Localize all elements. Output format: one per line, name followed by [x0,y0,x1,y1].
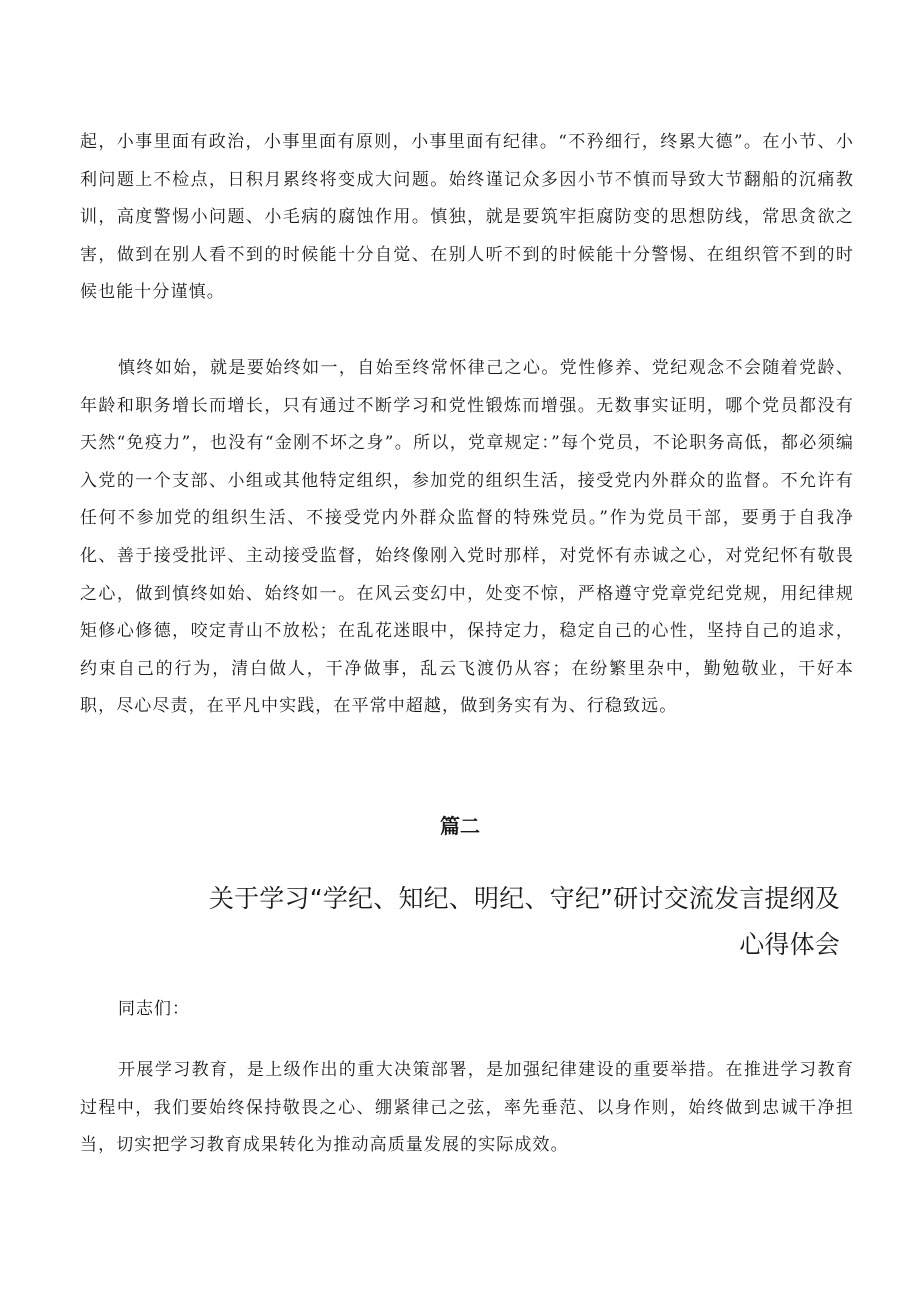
section-label: 篇二 [440,814,480,838]
document-title [120,876,840,968]
salutation: 同志们： [118,999,190,1019]
document-title-line-2: 心得体会 [739,930,840,959]
paragraph-continued: 起，小事里面有政治，小事里面有原则，小事里面有纪律。“不矜细行，终累大德”。在小节、小利问题上不检点，日积月累终将变成大问题。始终谨记众多因小节不慎而导致大节翻船的沉痛教训，高度警惕小问题、小毛病的腐蚀作用。慎独，就是要筑牢拒腐防变的思想防线，常思贪欲之害，做到在别人看不到的时候能十分自觉、在别人听不到的时候能十分警惕、在组织管不到的时候也能十分谨慎。 [80,132,854,303]
paragraph-study-education: 开展学习教育，是上级作出的重大决策部署，是加强纪律建设的重要举措。在推进学习教育过程中，我们要始终保持敬畏之心、绷紧律己之弦，率先垂范、以身作则，始终做到忠诚干净担当，切实把学习教育成果转化为推动高质量发展的实际成效。 [80,1060,854,1156]
paragraph-discipline-consistency: 慎终如始，就是要始终如一，自始至终常怀律己之心。党性修养、党纪观念不会随着党龄、年龄和职务增长而增长，只有通过不断学习和党性锻炼而增强。无数事实证明，哪个党员都没有天然“免疫力”，也没有“金刚不坏之身”。所以，党章规定：”每个党员，不论职务高低，都必须编入党的一个支部、小组或其他特定组织，参加党的组织生活，接受党内外群众的监督。不允许有任何不参加党的组织生活、不接受党内外群众监督的特殊党员。”作为党员干部，要勇于自我净化、善于接受批评、主动接受监督，始终像刚入党时那样，对党怀有赤诚之心，对党纪怀有敬畏之心，做到慎终如始、始终如一。在风云变幻中，处变不惊，严格遵守党章党纪党规，用纪律规矩修心修德，咬定青山不放松；在乱花迷眼中，保持定力，稳定自己的心性，坚持自己的追求，约束自己的行为，清白做人，干净做事，乱云飞渡仍从容；在纷繁里杂中，勤勉敬业，干好本职，尽心尽责，在平凡中实践，在平常中超越，做到务实有为、行稳致远。 [80,358,854,717]
document-title-line-1: 关于学习“学纪、知纪、明纪、守纪”研讨交流发言提纲及 [208,884,840,913]
